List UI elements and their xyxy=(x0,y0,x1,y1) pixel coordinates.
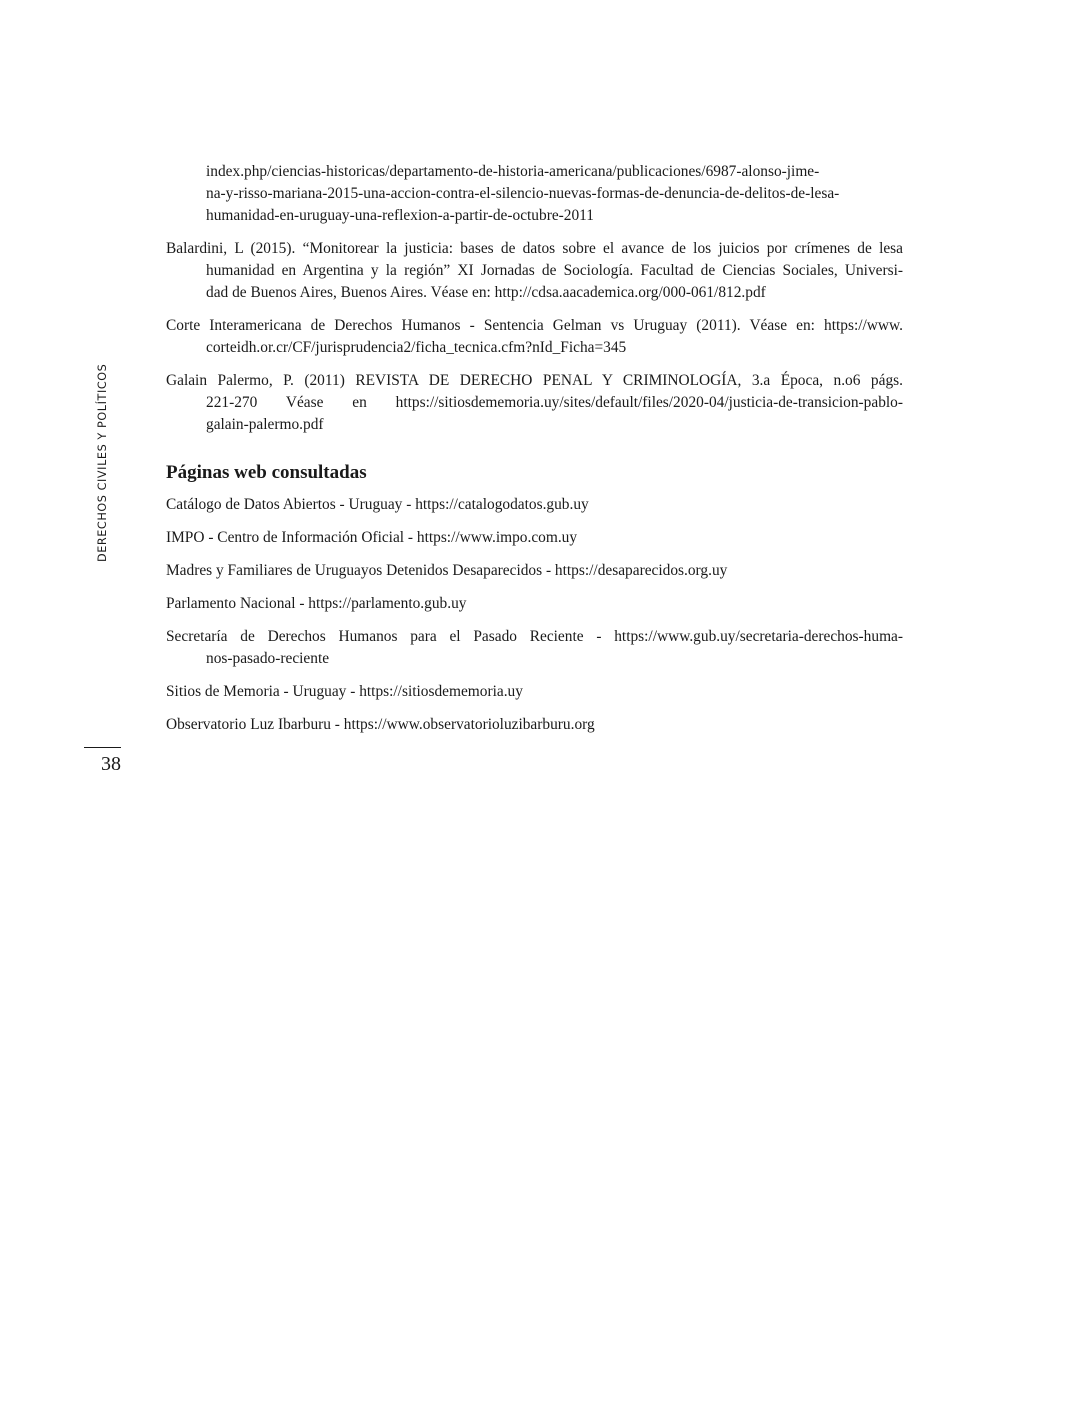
web-entry-catalogo: Catálogo de Datos Abiertos - Uruguay - https://catalogodatos.gub.uy xyxy=(166,496,589,513)
reference-line: corteidh.or.cr/CF/jurisprudencia2/ficha_tecnica.cfm?nId_Ficha=345 xyxy=(206,339,627,356)
reference-balardini xyxy=(166,238,903,304)
page-number-rule xyxy=(84,747,121,748)
reference-corte-idh xyxy=(166,315,903,359)
bibliography-content xyxy=(166,161,903,747)
reference-line: dad de Buenos Aires, Buenos Aires. Véase en: http://cdsa.aacademica.org/000-061/812.pdf xyxy=(206,284,766,301)
reference-line: index.php/ciencias-historicas/departamento-de-historia-americana/publicaciones/6987-alonso-jime- xyxy=(206,163,820,180)
running-section-label: DERECHOS CIVILES Y POLÍTICOS xyxy=(96,363,109,562)
web-entry-impo: IMPO - Centro de Información Oficial - https://www.impo.com.uy xyxy=(166,529,578,546)
web-entry-secretaria xyxy=(166,626,903,670)
reference-line: Corte Interamericana de Derechos Humanos - Sentencia Gelman vs Uruguay (2011). Véase en: https://www. xyxy=(166,317,903,334)
web-entry-line: Secretaría de Derechos Humanos para el Pasado Reciente - https://www.gub.uy/secretaria-derechos-huma- xyxy=(166,628,903,645)
web-entry-madres-familiares: Madres y Familiares de Uruguayos Detenidos Desaparecidos - https://desaparecidos.org.uy xyxy=(166,562,728,579)
reference-line: Galain Palermo, P. (2011) REVISTA DE DERECHO PENAL Y CRIMINOLOGÍA, 3.a Época, n.o6 págs. xyxy=(166,372,903,389)
reference-continuation xyxy=(166,161,903,227)
reference-line: na-y-risso-mariana-2015-una-accion-contra-el-silencio-nuevas-formas-de-denuncia-de-delitos-de-lesa- xyxy=(206,185,840,202)
reference-line: Balardini, L (2015). “Monitorear la justicia: bases de datos sobre el avance de los juicios por crímenes de lesa xyxy=(166,240,903,257)
reference-line: galain-palermo.pdf xyxy=(206,416,324,433)
reference-line: humanidad en Argentina y la región” XI Jornadas de Sociología. Facultad de Ciencias Sociales, Universi- xyxy=(206,262,903,279)
web-entry-observatorio: Observatorio Luz Ibarburu - https://www.observatorioluzibarburu.org xyxy=(166,716,595,733)
web-entry-line: nos-pasado-reciente xyxy=(206,650,330,667)
page-number: 38 xyxy=(101,753,121,775)
reference-line: humanidad-en-uruguay-una-reflexion-a-partir-de-octubre-2011 xyxy=(206,207,594,224)
reference-galain xyxy=(166,370,903,436)
section-heading-web-pages: Páginas web consultadas xyxy=(166,462,367,483)
reference-line: 221-270 Véase en https://sitiosdememoria.uy/sites/default/files/2020-04/justicia-de-transicion-pablo- xyxy=(206,394,903,411)
web-entry-sitios-memoria: Sitios de Memoria - Uruguay - https://sitiosdememoria.uy xyxy=(166,683,523,700)
web-entry-parlamento: Parlamento Nacional - https://parlamento.gub.uy xyxy=(166,595,467,612)
